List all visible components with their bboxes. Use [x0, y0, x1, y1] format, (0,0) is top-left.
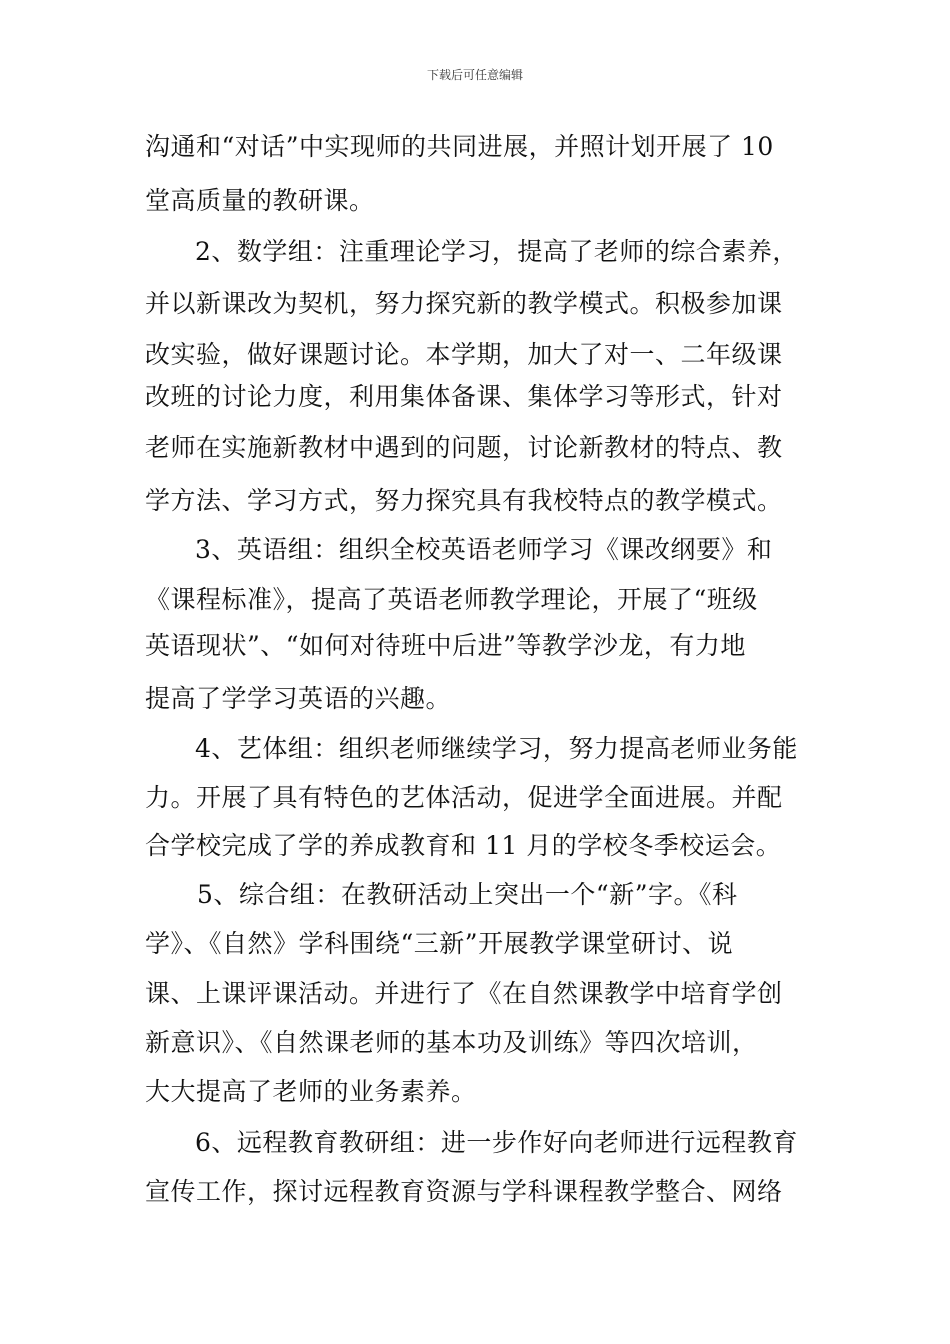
paragraph-start-line: 6、远程教育教研组：进一步作好向老师进行远程教育 — [195, 1128, 798, 1157]
text-line: 新意识》、《自然课老师的基本功及训练》等四次培训， — [145, 1028, 758, 1057]
text-line: 大大提高了老师的业务素养。 — [145, 1077, 477, 1106]
text-line: 英语现状”、“如何对待班中后进”等教学沙龙，有力地 — [145, 631, 746, 660]
paragraph-start-line: 5、综合组：在教研活动上突出一个“新”字。《科 — [197, 880, 738, 909]
text-line: 提高了学学习英语的兴趣。 — [145, 684, 452, 713]
text-line: 学方法、学习方式，努力探究具有我校特点的教学模式。 — [145, 486, 783, 515]
text-line: 力。开展了具有特色的艺体活动，促进学全面进展。并配 — [145, 783, 783, 812]
text-line: 沟通和“对话”中实现师的共同进展，并照计划开展了 10 — [145, 132, 774, 161]
text-line: 改班的讨论力度，利用集体备课、集体学习等形式，针对 — [145, 382, 783, 411]
text-line: 老师在实施新教材中遇到的问题，讨论新教材的特点、教 — [145, 433, 783, 462]
text-line: 改实验，做好课题讨论。本学期，加大了对一、二年级课 — [145, 340, 783, 369]
text-line: 堂高质量的教研课。 — [145, 186, 375, 215]
text-line: 并以新课改为契机，努力探究新的教学模式。积极参加课 — [145, 289, 783, 318]
paragraph-start-line: 4、艺体组：组织老师继续学习，努力提高老师业务能 — [195, 734, 798, 763]
paragraph-start-line: 3、英语组：组织全校英语老师学习《课改纲要》和 — [195, 535, 773, 564]
page-header: 下载后可任意编辑 — [426, 68, 523, 82]
text-line: 《课程标准》，提高了英语老师教学理论，开展了“班级 — [145, 585, 758, 614]
text-line: 学》、《自然》学科围绕“三新”开展教学课堂研讨、说 — [145, 929, 734, 958]
paragraph-start-line: 2、数学组：注重理论学习，提高了老师的综合素养， — [195, 237, 798, 266]
text-line: 宣传工作，探讨远程教育资源与学科课程教学整合、网络 — [145, 1177, 783, 1206]
text-line: 课、上课评课活动。并进行了《在自然课教学中培育学创 — [145, 979, 783, 1008]
text-line: 合学校完成了学的养成教育和 11 月的学校冬季校运会。 — [145, 831, 782, 860]
